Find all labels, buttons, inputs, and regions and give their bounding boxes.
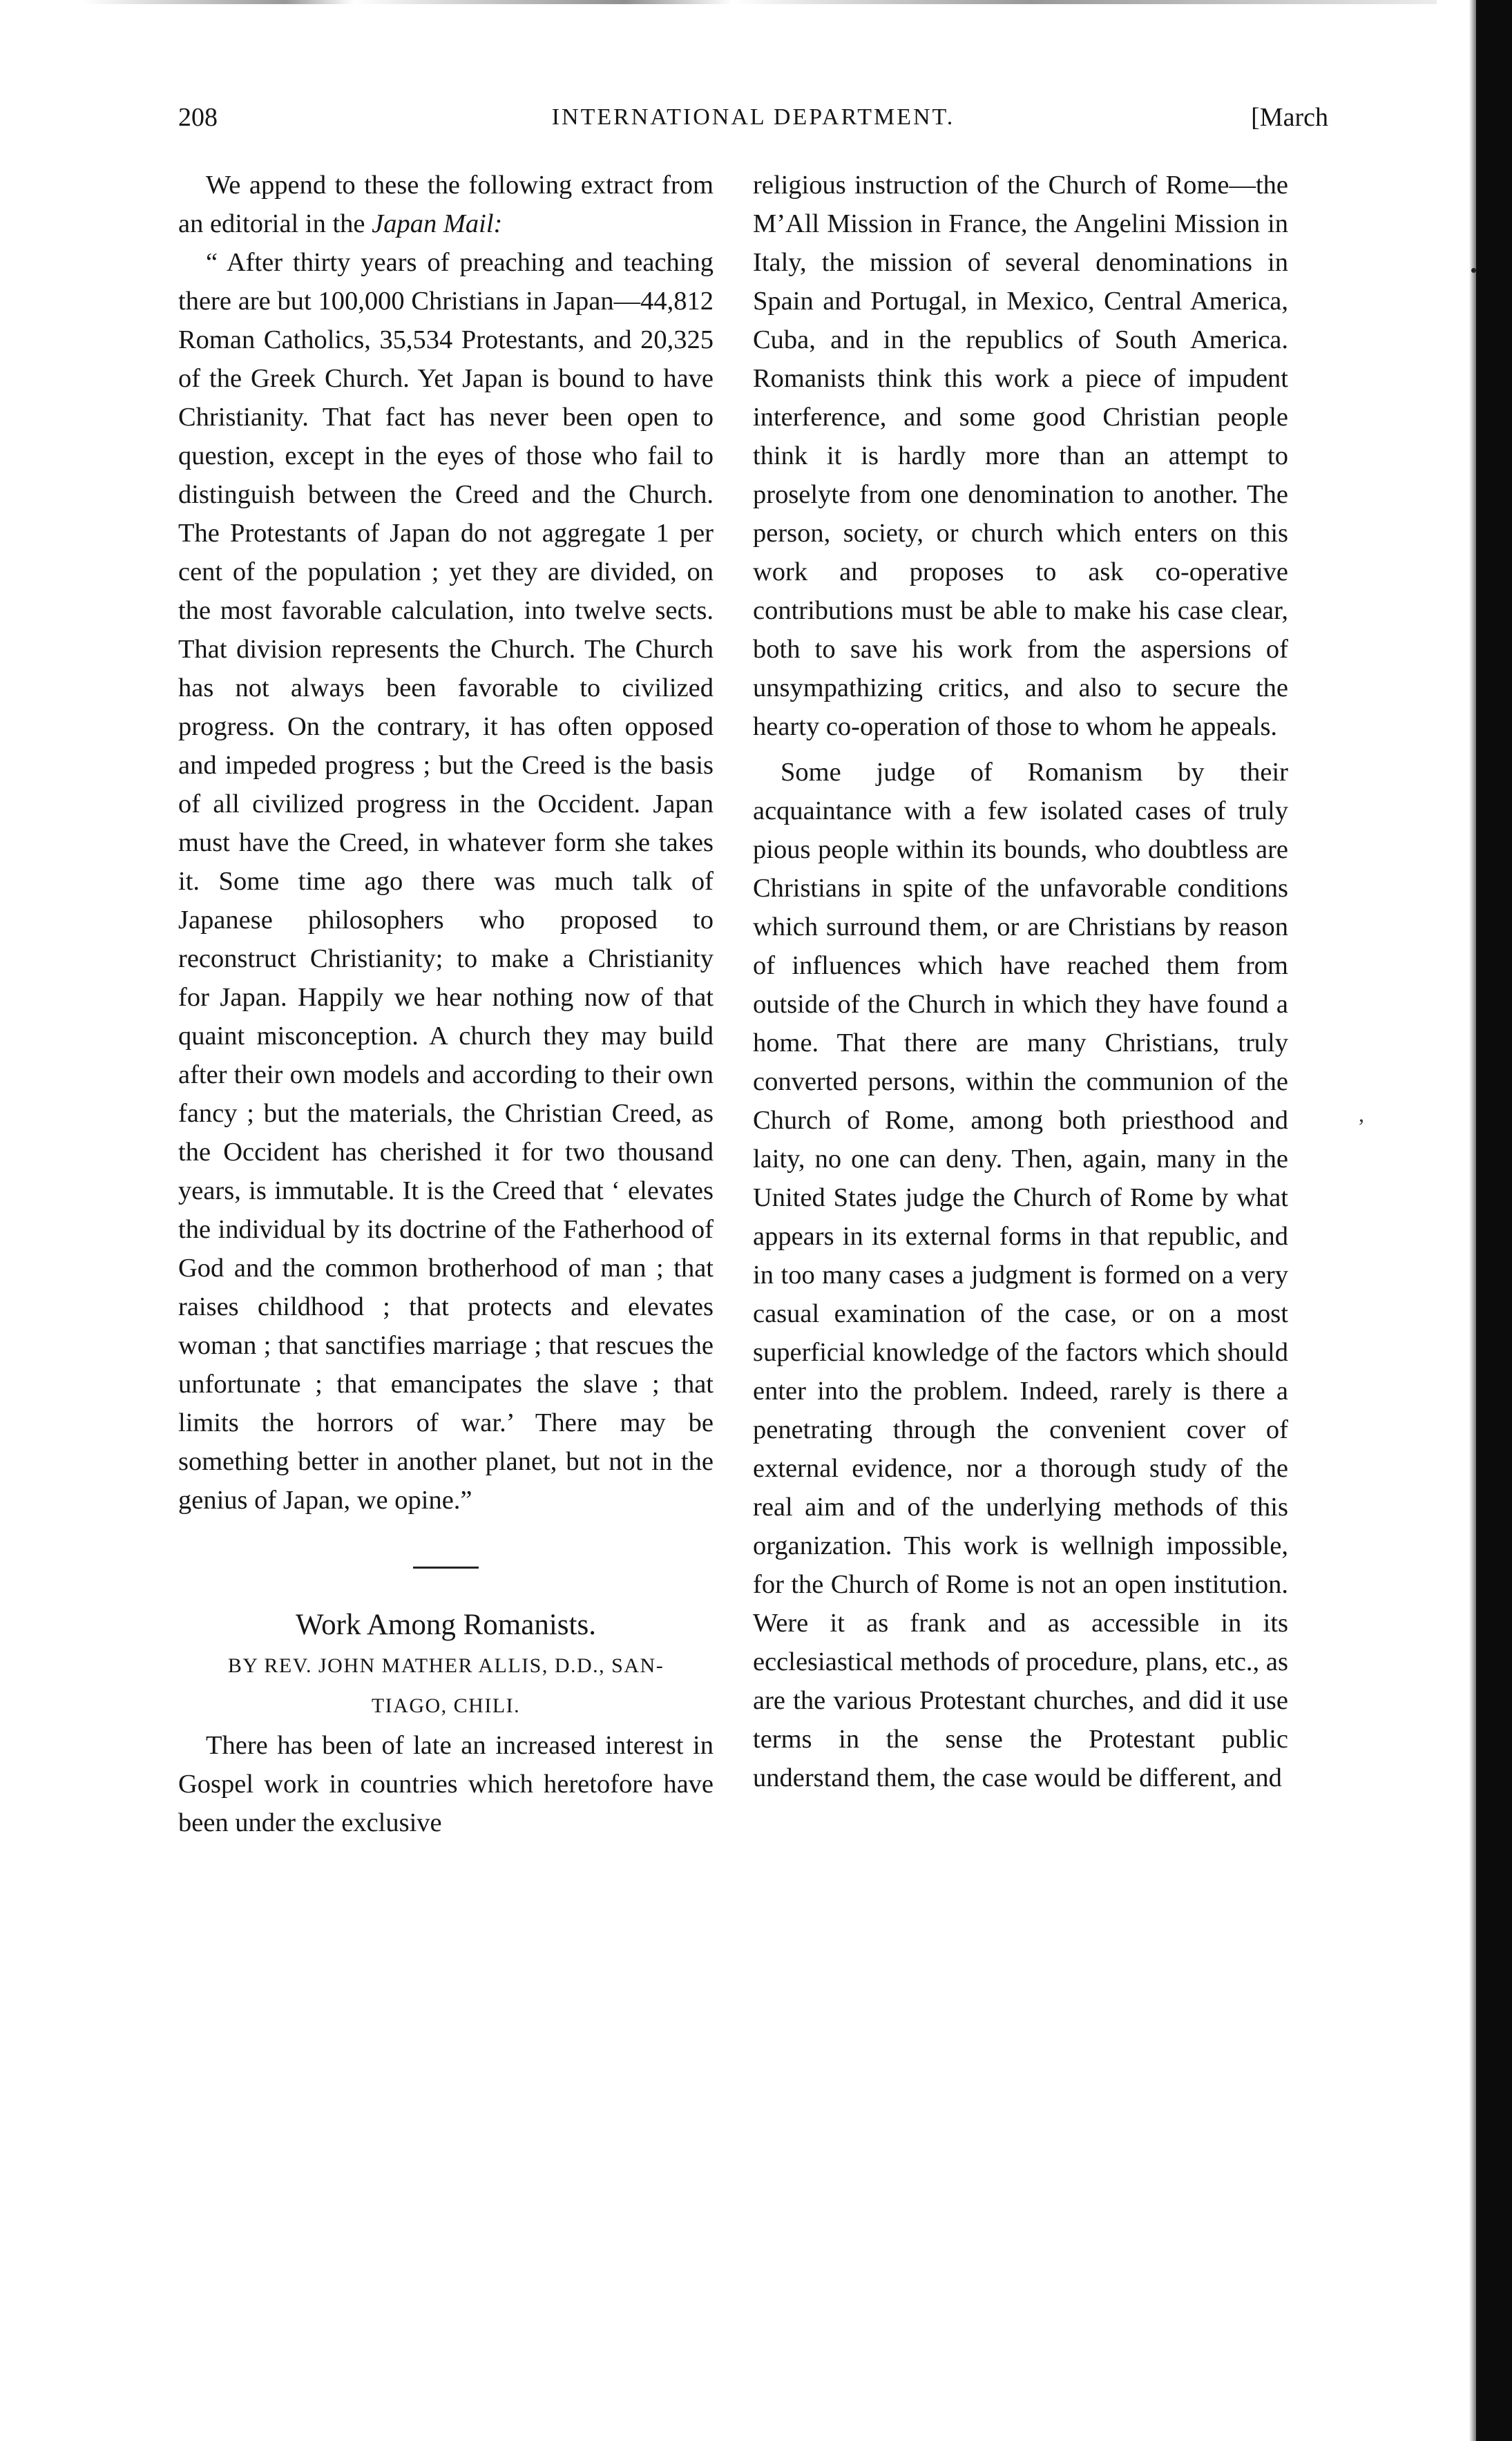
- running-head: INTERNATIONAL DEPARTMENT.: [551, 104, 955, 130]
- byline-line-1: BY REV. JOHN MATHER ALLIS, D.D., SAN-: [227, 1654, 664, 1677]
- article-opening: There has been of late an increased interest in Gospel work in countries which heretofore have been under the exclusive: [178, 1731, 714, 1837]
- intro-text: We append to these the following extract from an editorial in the: [178, 171, 714, 238]
- margin-mark: ,: [1359, 1102, 1364, 1127]
- scan-speck: [1471, 268, 1476, 273]
- article-continuation: religious instruction of the Church of Rome—the M’All Mission in France, the Angelini Mission in Italy, the mission of several denominations in Spain and Portugal, in Mexico, Central America, Cuba, and in the republics of South America. Romanists think this work a piece of impudent interference, and some good Christian people think it is hardly more than an attempt to proselyte from one denomination to another. The person, society, or church which enters on this work and proposes to ask co-operative contributions must be able to make his case clear, both to save his work from the aspersions of unsympathizing critics, and also to secure the hearty co-operation of those to whom he appeals.: [753, 171, 1288, 741]
- page-header: [178, 97, 1328, 138]
- byline: [178, 1646, 714, 1726]
- section-title: Work Among Romanists.: [296, 1609, 596, 1641]
- header-month: [March: [1251, 103, 1328, 132]
- left-column: [178, 166, 714, 1842]
- page-edge-shadow: [1476, 0, 1512, 2441]
- intro-paragraph: [178, 166, 714, 243]
- quoted-editorial: “ After thirty years of preaching and teaching there are but 100,000 Christians in Japan—44,812 Roman Catholics, 35,534 Protestants, and 20,325 of the Greek Church. Yet Japan is bound to have Christianity. That fact has never been open to question, except in the eyes of those who fail to distinguish between the Creed and the Church. The Protestants of Japan do not aggregate 1 per cent of the population ; yet they are divided, on the most favorable calculation, into twelve sects. That division represents the Church. The Church has not always been favorable to civilized progress. On the contrary, it has often opposed and impeded progress ; but the Creed is the basis of all civilized progress in the Occident. Japan must have the Creed, in whatever form she takes it. Some time ago there was much talk of Japanese philosophers who proposed to reconstruct Christianity; to make a Christianity for Japan. Happily we hear nothing now of that quaint misconception. A church they may build after their own models and according to their own fancy ; but the materials, the Christian Creed, as the Occident has cherished it for two thousand years, is immutable. It is the Creed that ‘ elevates the individual by its doctrine of the Fatherhood of God and the common brotherhood of man ; that raises childhood ; that protects and elevates woman ; that sanctifies marriage ; that rescues the unfortunate ; that emancipates the slave ; that limits the horrors of war.’ There may be something better in another planet, but not in the genius of Japan, we opine.”: [178, 248, 714, 1515]
- publication-name: Japan Mail:: [372, 209, 503, 238]
- top-scan-rule: [83, 0, 1437, 4]
- page-number: 208: [178, 103, 218, 132]
- section-divider: [413, 1567, 479, 1569]
- article-paragraph: Some judge of Romanism by their acquaintance with a few isolated cases of truly pious people within its bounds, who doubtless are Christians in spite of the unfavorable conditions which surround them, or are Christians by reason of influences which have reached them from outside of the Church in which they have found a home. That there are many Christians, truly converted persons, within the communion of the Church of Rome, among both priesthood and laity, no one can deny. Then, again, many in the United States judge the Church of Rome by what appears in its external forms in that republic, and in too many cases a judgment is formed on a very casual examination of the case, or on a most superficial knowledge of the factors which should enter into the problem. Indeed, rarely is there a penetrating through the convenient cover of external evidence, nor a thorough study of the real aim and of the underlying methods of this organization. This work is wellnigh impossible, for the Church of Rome is not an open institution. Were it as frank and as accessible in its ecclesiastical methods of procedure, plans, etc., as are the various Protestant churches, and did it use terms in the sense the Protestant public understand them, the case would be different, and: [753, 758, 1288, 1792]
- byline-line-2: TIAGO, CHILI.: [371, 1694, 521, 1717]
- right-column: [753, 166, 1288, 1797]
